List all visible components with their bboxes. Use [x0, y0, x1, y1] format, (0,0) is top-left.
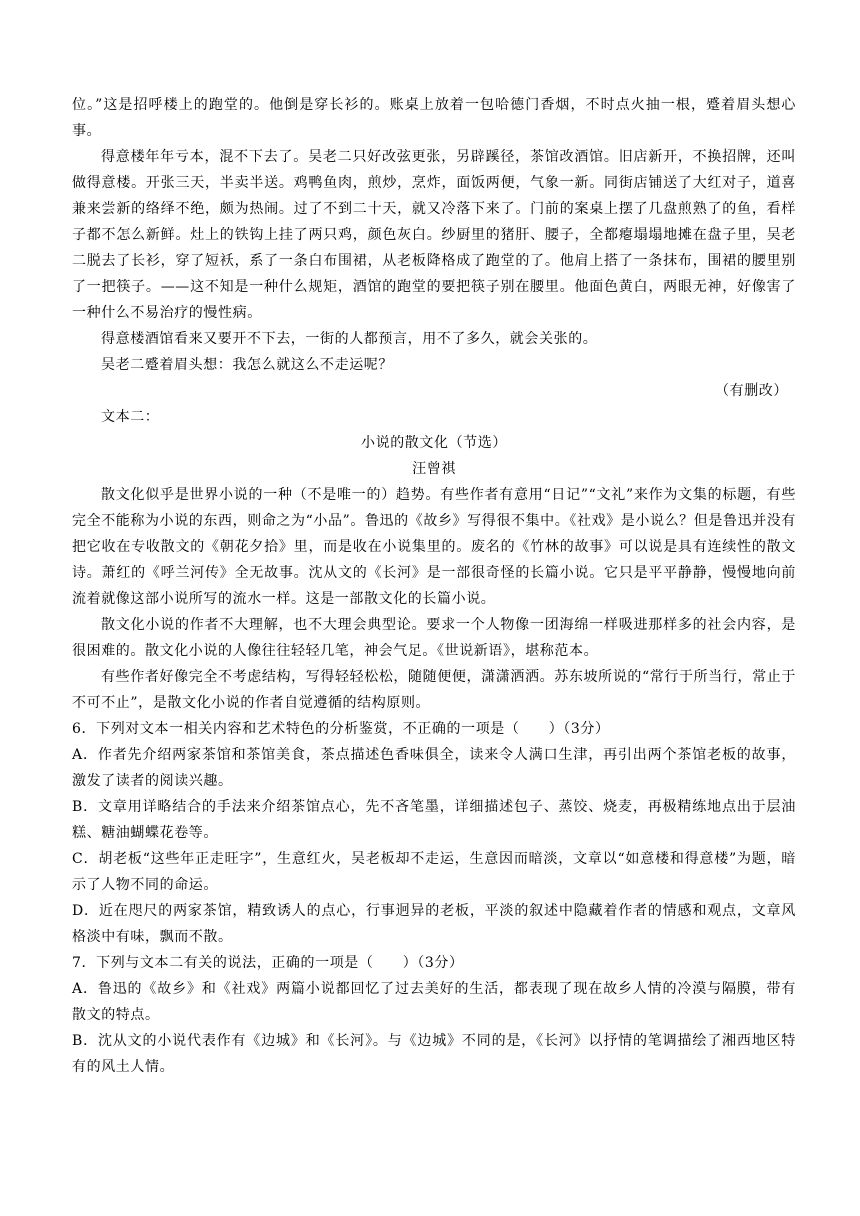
text2-paragraph-3: 有些作者好像完全不考虑结构，写得轻轻松松，随随便便，潇潇洒洒。苏东坡所说的“常行于所当行，常止于不可不止”，是散文化小说的作者自觉遵循的结构原则。 [72, 669, 796, 711]
text1-paragraph-2: 得意楼年年亏本，混不下去了。吴老二只好改弦更张，另辟蹊径，茶馆改酒馆。旧店新开，不换招牌，还叫做得意楼。开张三天，半卖半送。鸡鸭鱼肉，煎炒，烹炸，面饭两便，气象一新。同街店铺送了大红对子，道喜兼来尝新的络绎不绝，颇为热闹。过了不到二十天，就又冷落下来了。门前的案桌上摆了几盘煎熟了的鱼，看样子都不怎么新鲜。灶上的铁钩上挂了两只鸡，颜色灰白。纱厨里的猪肝、腰子，全都瘪塌塌地摊在盘子里，吴老二脱去了长衫，穿了短袄，系了一条白布围裙，从老板降格成了跑堂的了。他肩上搭了一条抹布，围裙的腰里别了一把筷子。——这不知是一种什么规矩，酒馆的跑堂的要把筷子别在腰里。他面色黄白，两眼无神，好像害了一种什么不易治疗的慢性病。 [72, 149, 796, 321]
text2-paragraph-1: 散文化似乎是世界小说的一种（不是唯一的）趋势。有些作者有意用“日记”“文礼”来作为文集的标题，有些完全不能称为小说的东西，则命之为“小品”。鲁迅的《故乡》写得很不集中。《社戏》是小说么？但是鲁迅并没有把它收在专收散文的《朝花夕拾》里，而是收在小说集里的。废名的《竹林的故事》可以说是具有连续性的散文诗。萧红的《呼兰河传》全无故事。沈从文的《长河》是一部很奇怪的长篇小说。它只是平平静静，慢慢地向前流着就像这部小说所写的流水一样。这是一部散文化的长篇小说。 [72, 487, 796, 607]
text1-paragraph-3: 得意楼酒馆看来又要开不下去，一街的人都预言，用不了多久，就会关张的。 [101, 331, 598, 347]
text2-title: 小说的散文化（节选） [361, 435, 507, 451]
text2-author: 汪曾祺 [412, 461, 456, 477]
text2-label: 文本二： [101, 409, 160, 425]
question-7-option-b: B．沈从文的小说代表作有《边城》和《长河》。与《边城》不同的是，《长河》以抒情的笔调描绘了湘西地区特有的风土人情。 [72, 1033, 796, 1075]
text1-edit-note: （有删改） [715, 383, 788, 399]
question-7-stem: 7．下列与文本二有关的说法，正确的一项是（ ）（3分） [72, 955, 464, 971]
question-6-option-a: A．作者先介绍两家茶馆和茶馆美食，茶点描述色香味俱全，读来令人满口生津，再引出两个茶馆老板的故事，激发了读者的阅读兴趣。 [72, 747, 796, 789]
question-6-option-d: D．近在咫尺的两家茶馆，精致诱人的点心，行事迥异的老板，平淡的叙述中隐藏着作者的情感和观点，文章风格淡中有味，飘而不散。 [72, 903, 796, 945]
document-body [72, 92, 796, 1080]
question-6-option-b: B．文章用详略结合的手法来介绍茶馆点心，先不吝笔墨，详细描述包子、蒸饺、烧麦，再极精练地点出于层油糕、糖油蝴蝶花卷等。 [72, 799, 796, 841]
question-7-option-a: A．鲁迅的《故乡》和《社戏》两篇小说都回忆了过去美好的生活，都表现了现在故乡人情的冷漠与隔膜，带有散文的特点。 [72, 981, 796, 1023]
text1-paragraph-1: 位。”这是招呼楼上的跑堂的。他倒是穿长衫的。账桌上放着一包哈德门香烟，不时点火抽一根，蹙着眉头想心事。 [72, 97, 796, 139]
question-6-option-c: C．胡老板“这些年正走旺字”，生意红火，吴老板却不走运，生意因而暗淡，文章以“如意楼和得意楼”为题，暗示了人物不同的命运。 [72, 851, 796, 893]
question-6-stem: 6．下列对文本一相关内容和艺术特色的分析鉴赏，不正确的一项是（ ）（3分） [72, 721, 610, 737]
text2-paragraph-2: 散文化小说的作者不大理解，也不大理会典型论。要求一个人物像一团海绵一样吸进那样多的社会内容，是很困难的。散文化小说的人像往往轻轻几笔，神会气足。《世说新语》，堪称范本。 [72, 617, 796, 659]
text1-paragraph-4: 吴老二蹙着眉头想：我怎么就这么不走运呢？ [101, 357, 393, 373]
